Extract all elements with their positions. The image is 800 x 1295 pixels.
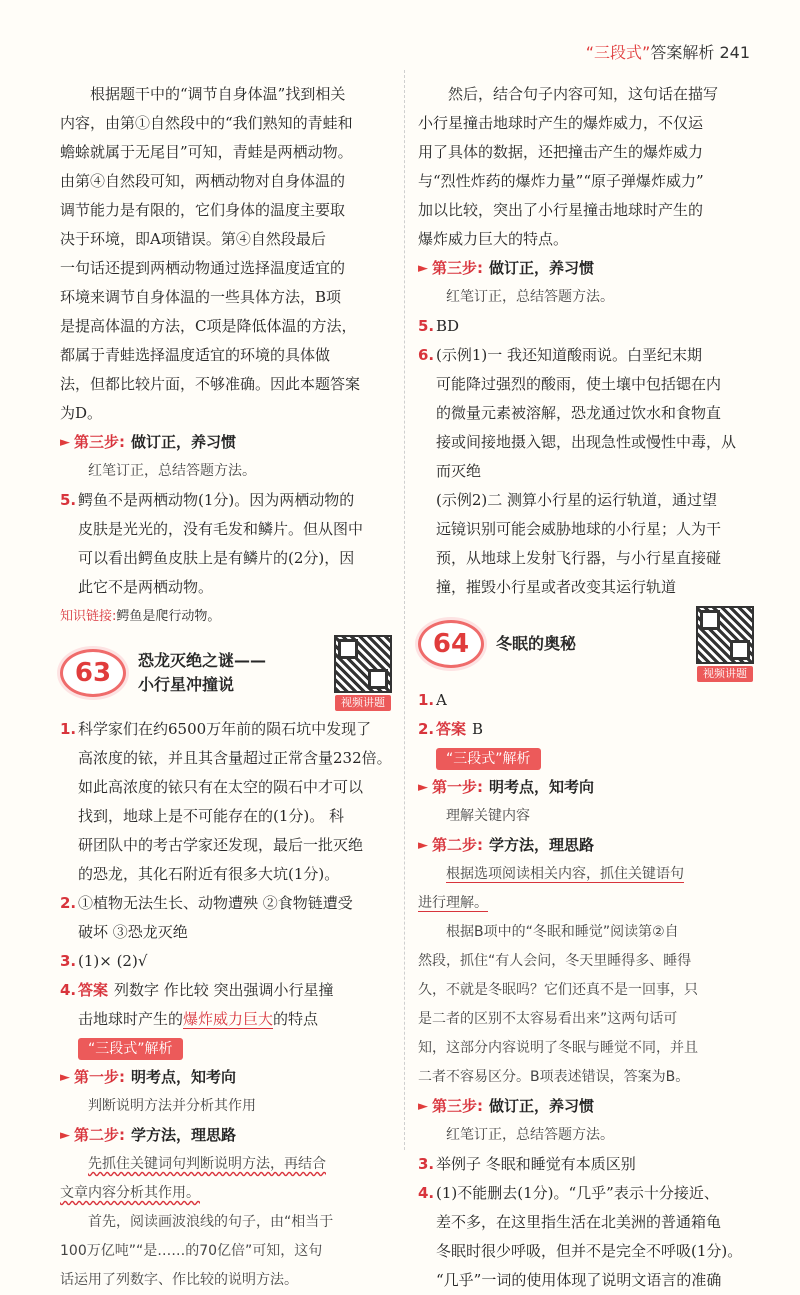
question-number: 3. — [60, 952, 77, 970]
step-title: 做订正，养习惯 — [489, 1097, 595, 1115]
text-line: 举例子 冬眠和睡觉有本质区别 — [436, 1155, 636, 1173]
text-line: 找到，地球上是不可能存在的(1分)。 科 — [78, 807, 345, 825]
qr-label: 视频讲题 — [697, 666, 753, 682]
question-number: 1. — [418, 691, 435, 709]
step2-text — [60, 1150, 392, 1179]
step-title: 学方法，理思路 — [131, 1126, 237, 1144]
step1-heading — [418, 773, 754, 802]
right-paragraph-1 — [418, 80, 754, 254]
question-1 — [60, 715, 392, 889]
text-line: (1)× (2)√ — [78, 952, 148, 970]
question-2 — [60, 889, 392, 947]
answer-text: 击地球时产生的 — [78, 1010, 184, 1028]
question-number: 4. — [418, 1184, 435, 1202]
step2-text — [418, 860, 754, 889]
page-header — [586, 40, 750, 63]
answer-text: 的特点 — [273, 1010, 319, 1028]
text-line: 由第④自然段可知，两栖动物对自身体温的 — [60, 172, 346, 190]
text-line: 决于环境，即A项错误。第④自然段最后 — [60, 230, 326, 248]
step3-text: 红笔订正，总结答题方法。 — [88, 463, 256, 479]
question-number: 5. — [60, 491, 77, 509]
step-label: 第一步: — [432, 778, 483, 796]
answer-label: 答案 — [78, 981, 109, 999]
question-5 — [418, 312, 754, 341]
question-number: 2. — [418, 720, 435, 738]
text-line: 一句话还提到两栖动物通过选择温度适宜的 — [60, 259, 346, 277]
section-title-line1: 恐龙灭绝之谜—— — [138, 651, 267, 670]
text-line: 科学家们在约6500万年前的陨石坑中发现了 — [78, 720, 372, 738]
section-number: 63 — [60, 649, 126, 697]
text-line: (1)不能删去(1分)。“几乎”表示十分接近、 — [436, 1184, 719, 1202]
step-label: 第三步: — [432, 1097, 483, 1115]
question-3 — [418, 1150, 754, 1179]
section-title-line2: 小行星冲撞说 — [138, 675, 235, 694]
step-label: 第三步: — [74, 433, 125, 451]
step1-text: 判断说明方法并分析其作用 — [88, 1098, 256, 1114]
section-title: 冬眠的奥秘 — [496, 634, 577, 653]
step2-text — [418, 889, 754, 918]
page-number: 241 — [719, 43, 750, 62]
highlight-text: 爆炸威力巨大 — [183, 1010, 274, 1028]
text-line: 是二者的区别不太容易看出来”这两句话可 — [418, 1011, 678, 1027]
section-63-header — [60, 637, 392, 709]
knowledge-label: 知识链接: — [60, 609, 117, 624]
question-5 — [60, 486, 392, 602]
qr-code-icon[interactable] — [334, 635, 392, 693]
text-line: 破坏 ③恐龙灭绝 — [78, 923, 188, 941]
text-line: 的恐龙，其化石附近有很多大坑(1分)。 — [78, 865, 340, 883]
step2-text-line: 文章内容分析其作用。 — [60, 1185, 200, 1201]
text-line: 的微量元素被溶解，恐龙通过饮水和食物直 — [436, 404, 722, 422]
question-2 — [418, 715, 754, 744]
answer-text: B — [472, 720, 484, 738]
text-line — [436, 715, 483, 744]
text-line: 根据题干中的“调节自身体温”找到相关 — [90, 85, 346, 103]
text-line: 久，不就是冬眠吗？它们还真不是一回事，只 — [418, 982, 698, 998]
arrow-icon: ► — [418, 1099, 428, 1114]
text-line: 此它不是两栖动物。 — [78, 578, 214, 596]
arrow-icon: ► — [418, 261, 428, 276]
column-divider — [404, 70, 405, 1150]
header-title-red: “三段式” — [585, 43, 651, 62]
step2-heading — [60, 1121, 392, 1150]
text-line: 是提高体温的方法，C项是降低体温的方法， — [60, 317, 357, 335]
step2-heading — [418, 831, 754, 860]
arrow-icon: ► — [60, 435, 70, 450]
question-number: 5. — [418, 317, 435, 335]
text-line: 二者不容易区分。B项表述错误，答案为B。 — [418, 1069, 690, 1085]
knowledge-text: 鳄鱼是爬行动物。 — [116, 609, 221, 624]
text-line: 然后，结合句子内容可知，这句话在描写 — [448, 85, 719, 103]
text-line: 可能降过强烈的酸雨，使土壤中包括锶在内 — [436, 375, 722, 393]
question-4 — [60, 976, 392, 1034]
text-line: 与“烈性炸药的爆炸力量”“原子弹爆炸威力” — [418, 172, 704, 190]
arrow-icon: ► — [418, 780, 428, 795]
text-line: 话运用了列数字、作比较的说明方法。 — [60, 1272, 298, 1288]
step-title: 做订正，养习惯 — [489, 259, 595, 277]
question-number: 3. — [418, 1155, 435, 1173]
text-line: 研团队中的考古学家还发现，最后一批灭绝 — [78, 836, 364, 854]
text-line: 接或间接地摄入锶，出现急性或慢性中毒，从 — [436, 433, 737, 451]
text-line: 法，但都比较片面，不够准确。因此本题答案 — [60, 375, 361, 393]
text-line: 远镜识别可能会威胁地球的小行星；人为干 — [436, 520, 722, 538]
text-line: 高浓度的铱，并且其含量超过正常含量232倍。 — [78, 749, 392, 767]
text-line: 环境来调节自身体温的一些具体方法，B项 — [60, 288, 342, 306]
text-line: 预，从地球上发射飞行器，与小行星直接碰 — [436, 549, 722, 567]
right-column — [418, 80, 754, 1295]
text-line: 知，这部分内容说明了冬眠与睡觉不同，并且 — [418, 1040, 698, 1056]
text-line: (示例2)二 测算小行星的运行轨道，通过望 — [436, 491, 718, 509]
arrow-icon: ► — [418, 838, 428, 853]
text-line: 然段，抓住“有人会问，冬天里睡得多、睡得 — [418, 953, 692, 969]
text-line: 都属于青蛙选择温度适宜的环境的具体做 — [60, 346, 331, 364]
step-title: 明考点，知考向 — [131, 1068, 237, 1086]
step3-text: 红笔订正，总结答题方法。 — [446, 1127, 614, 1143]
text-line: “几乎”一词的使用体现了说明文语言的准确 — [436, 1271, 722, 1289]
text-line: 而灭绝 — [436, 462, 482, 480]
question-4 — [418, 1179, 754, 1295]
text-line: A — [436, 691, 447, 709]
question-number: 6. — [418, 346, 435, 364]
text-line: 调节能力是有限的，它们身体的温度主要取 — [60, 201, 346, 219]
question-1 — [418, 686, 754, 715]
text-line: 冬眠时很少呼吸，但并不是完全不呼吸(1分)。 — [436, 1242, 743, 1260]
text-line — [78, 1005, 334, 1034]
step3-heading — [60, 428, 392, 457]
text-line: 蟾蜍就属于无尾目”可知，青蛙是两栖动物。 — [60, 143, 353, 161]
text-line: 首先，阅读画波浪线的句子，由“相当于 — [88, 1214, 334, 1230]
text-line: 皮肤是光光的，没有毛发和鳞片。但从图中 — [78, 520, 364, 538]
question-number: 1. — [60, 720, 77, 738]
text-line: 用了具体的数据，还把撞击产生的爆炸威力 — [418, 143, 704, 161]
text-line: 100万亿吨”“是……的70亿倍”可知，这句 — [60, 1243, 323, 1259]
step2-text-line: 进行理解。 — [418, 895, 488, 911]
step-title: 学方法，理思路 — [489, 836, 595, 854]
section-title — [138, 649, 266, 697]
section-64-header — [418, 608, 754, 680]
text-line: 爆炸威力巨大的特点。 — [418, 230, 569, 248]
qr-label: 视频讲题 — [335, 695, 391, 711]
text-line: 鳄鱼不是两栖动物(1分)。因为两栖动物的 — [78, 491, 355, 509]
analysis-badge: “三段式”解析 — [78, 1038, 183, 1060]
text-line: ①植物无法生长、动物遭殃 ②食物链遭受 — [78, 894, 353, 912]
answer-label: 答案 — [436, 720, 467, 738]
text-line: 根据B项中的“冬眠和睡觉”阅读第②自 — [446, 924, 679, 940]
step3b-heading — [418, 1092, 754, 1121]
arrow-icon: ► — [60, 1070, 70, 1085]
left-column — [60, 80, 392, 1295]
knowledge-link — [60, 602, 392, 631]
text-line: BD — [436, 317, 460, 335]
step-label: 第二步: — [432, 836, 483, 854]
step1-heading — [60, 1063, 392, 1092]
step1-text: 理解关键内容 — [446, 808, 530, 824]
analysis-badge: “三段式”解析 — [436, 748, 541, 770]
arrow-icon: ► — [60, 1128, 70, 1143]
text-line: 如此高浓度的铱只有在太空的陨石中才可以 — [78, 778, 364, 796]
question-3 — [60, 947, 392, 976]
step2-text-line: 根据选项阅读相关内容，抓住关键语句 — [446, 866, 684, 882]
step-label: 第一步: — [74, 1068, 125, 1086]
question-6 — [418, 341, 754, 602]
video-qr[interactable] — [696, 606, 754, 682]
video-qr[interactable] — [334, 635, 392, 711]
text-line: 为D。 — [60, 404, 103, 422]
text-line — [78, 976, 334, 1005]
qr-code-icon[interactable] — [696, 606, 754, 664]
step3-text: 红笔订正，总结答题方法。 — [446, 289, 614, 305]
question-number: 4. — [60, 981, 77, 999]
text-line: 内容，由第①自然段中的“我们熟知的青蛙和 — [60, 114, 353, 132]
step-title: 明考点，知考向 — [489, 778, 595, 796]
text-line: 加以比较，突出了小行星撞击地球时产生的 — [418, 201, 704, 219]
text-line: (示例1)一 我还知道酸雨说。白垩纪末期 — [436, 346, 703, 364]
left-paragraph-1 — [60, 80, 392, 428]
text-line: 可以看出鳄鱼皮肤上是有鳞片的(2分)，因 — [78, 549, 355, 567]
header-title: 答案解析 — [650, 43, 715, 62]
step-title: 做订正，养习惯 — [131, 433, 237, 451]
text-line: 差不多，在这里指生活在北美洲的普通箱龟 — [436, 1213, 722, 1231]
text-line: 撞，摧毁小行星或者改变其运行轨道 — [436, 578, 677, 596]
text-line: 小行星撞击地球时产生的爆炸威力，不仅运 — [418, 114, 704, 132]
step2-text — [60, 1179, 392, 1208]
step-label: 第三步: — [432, 259, 483, 277]
answer-text: 列数字 作比较 突出强调小行星撞 — [114, 981, 334, 999]
step2-text-line: 先抓住关键词句判断说明方法，再结合 — [88, 1156, 326, 1172]
step-label: 第二步: — [74, 1126, 125, 1144]
section-number: 64 — [418, 620, 484, 668]
step3-heading — [418, 254, 754, 283]
question-number: 2. — [60, 894, 77, 912]
